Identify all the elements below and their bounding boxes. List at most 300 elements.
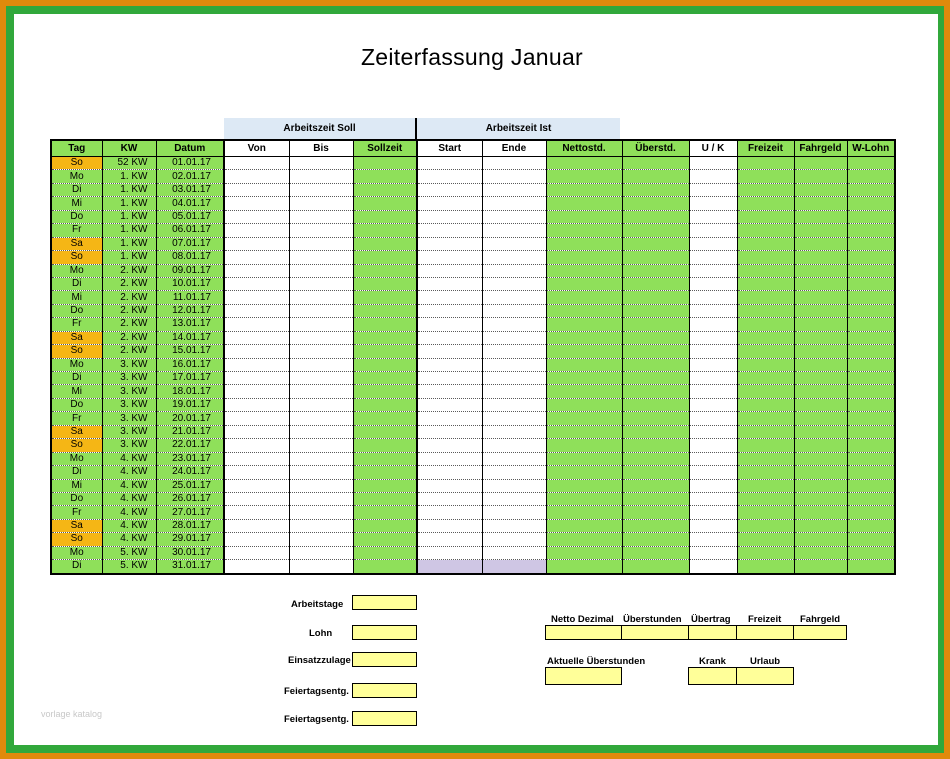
cell-fahrgeld <box>794 372 847 385</box>
cell-fahrgeld <box>794 506 847 519</box>
cell-uk[interactable] <box>689 519 737 532</box>
cell-start[interactable] <box>417 183 482 196</box>
col-header-w-lohn: W-Lohn <box>847 140 895 157</box>
cell-ende[interactable] <box>482 425 546 438</box>
freizeit-field[interactable] <box>736 625 794 640</box>
cell-fahrgeld <box>794 277 847 290</box>
cell-bis[interactable] <box>289 291 353 304</box>
cell-start[interactable] <box>417 385 482 398</box>
cell-bis[interactable] <box>289 506 353 519</box>
cell-kw: 4. KW <box>102 466 156 479</box>
cell-fahrgeld <box>794 264 847 277</box>
cell-fahrgeld <box>794 533 847 546</box>
cell-bis[interactable] <box>289 385 353 398</box>
cell-tag: Di <box>51 372 102 385</box>
cell-start[interactable] <box>417 210 482 223</box>
lohn-field[interactable] <box>352 625 417 640</box>
cell-kw: 3. KW <box>102 439 156 452</box>
fahrgeld-field[interactable] <box>793 625 847 640</box>
cell-ueberstd <box>622 533 689 546</box>
cell-fahrgeld <box>794 479 847 492</box>
cell-fahrgeld <box>794 237 847 250</box>
cell-start[interactable] <box>417 506 482 519</box>
cell-von[interactable] <box>224 345 289 358</box>
cell-ueberstd <box>622 372 689 385</box>
cell-kw: 4. KW <box>102 533 156 546</box>
cell-start[interactable] <box>417 452 482 465</box>
cell-start[interactable] <box>417 560 482 574</box>
cell-ueberstd <box>622 546 689 559</box>
cell-bis[interactable] <box>289 519 353 532</box>
cell-bis[interactable] <box>289 210 353 223</box>
cell-von[interactable] <box>224 183 289 196</box>
cell-ende[interactable] <box>482 251 546 264</box>
cell-sollzeit <box>353 210 417 223</box>
cell-bis[interactable] <box>289 398 353 411</box>
cell-uk[interactable] <box>689 506 737 519</box>
cell-fahrgeld <box>794 439 847 452</box>
cell-uk[interactable] <box>689 439 737 452</box>
cell-von[interactable] <box>224 277 289 290</box>
cell-sollzeit <box>353 412 417 425</box>
cell-ende[interactable] <box>482 479 546 492</box>
cell-start[interactable] <box>417 519 482 532</box>
cell-start[interactable] <box>417 304 482 317</box>
cell-von[interactable] <box>224 291 289 304</box>
cell-von[interactable] <box>224 264 289 277</box>
cell-kw: 2. KW <box>102 277 156 290</box>
cell-ueberstd <box>622 519 689 532</box>
cell-datum: 29.01.17 <box>156 533 224 546</box>
cell-tag: Mo <box>51 264 102 277</box>
cell-datum: 18.01.17 <box>156 385 224 398</box>
cell-bis[interactable] <box>289 452 353 465</box>
cell-ende[interactable] <box>482 304 546 317</box>
cell-bis[interactable] <box>289 183 353 196</box>
krank-field[interactable] <box>688 667 737 685</box>
cell-sollzeit <box>353 157 417 170</box>
cell-datum: 14.01.17 <box>156 331 224 344</box>
cell-start[interactable] <box>417 170 482 183</box>
cell-sollzeit <box>353 224 417 237</box>
cell-start[interactable] <box>417 318 482 331</box>
cell-ueberstd <box>622 197 689 210</box>
cell-start[interactable] <box>417 398 482 411</box>
cell-von[interactable] <box>224 519 289 532</box>
cell-von[interactable] <box>224 197 289 210</box>
cell-von[interactable] <box>224 398 289 411</box>
cell-von[interactable] <box>224 318 289 331</box>
table-row <box>51 331 895 344</box>
cell-ende[interactable] <box>482 412 546 425</box>
cell-fahrgeld <box>794 412 847 425</box>
cell-bis[interactable] <box>289 264 353 277</box>
cell-uk[interactable] <box>689 318 737 331</box>
cell-tag: Mo <box>51 452 102 465</box>
group-header-ist: Arbeitszeit Ist <box>417 118 620 139</box>
cell-sollzeit <box>353 345 417 358</box>
cell-von[interactable] <box>224 533 289 546</box>
cell-bis[interactable] <box>289 533 353 546</box>
cell-start[interactable] <box>417 372 482 385</box>
cell-freizeit <box>737 277 794 290</box>
cell-freizeit <box>737 439 794 452</box>
cell-ueberstd <box>622 170 689 183</box>
cell-nettostd <box>546 358 622 371</box>
cell-bis[interactable] <box>289 372 353 385</box>
cell-ende[interactable] <box>482 264 546 277</box>
cell-ende[interactable] <box>482 519 546 532</box>
col-header-uk: U / K <box>689 140 737 157</box>
cell-von[interactable] <box>224 479 289 492</box>
cell-fahrgeld <box>794 197 847 210</box>
cell-sollzeit <box>353 466 417 479</box>
cell-freizeit <box>737 318 794 331</box>
cell-von[interactable] <box>224 331 289 344</box>
cell-ueberstd <box>622 237 689 250</box>
cell-von[interactable] <box>224 251 289 264</box>
aktuelle-ueberstunden-field[interactable] <box>545 667 622 685</box>
cell-ende[interactable] <box>482 506 546 519</box>
cell-uk[interactable] <box>689 385 737 398</box>
cell-start[interactable] <box>417 264 482 277</box>
cell-bis[interactable] <box>289 479 353 492</box>
arbeitstage-field[interactable] <box>352 595 417 610</box>
cell-sollzeit <box>353 170 417 183</box>
cell-uk[interactable] <box>689 210 737 223</box>
cell-bis[interactable] <box>289 560 353 574</box>
cell-start[interactable] <box>417 358 482 371</box>
cell-uk[interactable] <box>689 466 737 479</box>
cell-uk[interactable] <box>689 304 737 317</box>
cell-ueberstd <box>622 345 689 358</box>
table-row <box>51 412 895 425</box>
cell-nettostd <box>546 210 622 223</box>
cell-ende[interactable] <box>482 183 546 196</box>
cell-freizeit <box>737 506 794 519</box>
cell-uk[interactable] <box>689 372 737 385</box>
cell-ende[interactable] <box>482 466 546 479</box>
cell-w-lohn <box>847 291 895 304</box>
cell-uk[interactable] <box>689 197 737 210</box>
cell-ende[interactable] <box>482 546 546 559</box>
cell-bis[interactable] <box>289 318 353 331</box>
cell-freizeit <box>737 197 794 210</box>
cell-bis[interactable] <box>289 331 353 344</box>
cell-von[interactable] <box>224 425 289 438</box>
cell-ueberstd <box>622 560 689 574</box>
cell-ende[interactable] <box>482 331 546 344</box>
cell-start[interactable] <box>417 466 482 479</box>
cell-datum: 08.01.17 <box>156 251 224 264</box>
cell-ende[interactable] <box>482 358 546 371</box>
cell-bis[interactable] <box>289 277 353 290</box>
cell-ende[interactable] <box>482 452 546 465</box>
cell-uk[interactable] <box>689 479 737 492</box>
cell-ueberstd <box>622 398 689 411</box>
cell-ende[interactable] <box>482 398 546 411</box>
table-row <box>51 197 895 210</box>
label-netto-dezimal: Netto Dezimal <box>551 614 614 625</box>
cell-von[interactable] <box>224 237 289 250</box>
netto-dezimal-field[interactable] <box>545 625 622 640</box>
cell-nettostd <box>546 546 622 559</box>
cell-uk[interactable] <box>689 251 737 264</box>
cell-nettostd <box>546 345 622 358</box>
cell-kw: 1. KW <box>102 170 156 183</box>
cell-von[interactable] <box>224 439 289 452</box>
cell-w-lohn <box>847 210 895 223</box>
cell-kw: 4. KW <box>102 519 156 532</box>
cell-bis[interactable] <box>289 197 353 210</box>
cell-datum: 31.01.17 <box>156 560 224 574</box>
cell-uk[interactable] <box>689 492 737 505</box>
cell-uk[interactable] <box>689 546 737 559</box>
cell-bis[interactable] <box>289 170 353 183</box>
cell-ueberstd <box>622 224 689 237</box>
cell-sollzeit <box>353 304 417 317</box>
cell-w-lohn <box>847 331 895 344</box>
cell-sollzeit <box>353 452 417 465</box>
cell-fahrgeld <box>794 466 847 479</box>
cell-von[interactable] <box>224 492 289 505</box>
cell-freizeit <box>737 398 794 411</box>
cell-uk[interactable] <box>689 533 737 546</box>
cell-sollzeit <box>353 372 417 385</box>
cell-kw: 4. KW <box>102 479 156 492</box>
cell-ueberstd <box>622 385 689 398</box>
cell-bis[interactable] <box>289 251 353 264</box>
cell-nettostd <box>546 479 622 492</box>
cell-tag: Mo <box>51 358 102 371</box>
cell-von[interactable] <box>224 412 289 425</box>
cell-start[interactable] <box>417 251 482 264</box>
cell-bis[interactable] <box>289 466 353 479</box>
label-krank: Krank <box>699 656 726 667</box>
cell-kw: 5. KW <box>102 560 156 574</box>
cell-ueberstd <box>622 157 689 170</box>
cell-start[interactable] <box>417 224 482 237</box>
cell-start[interactable] <box>417 345 482 358</box>
cell-ende[interactable] <box>482 170 546 183</box>
table-row <box>51 358 895 371</box>
cell-von[interactable] <box>224 452 289 465</box>
cell-von[interactable] <box>224 385 289 398</box>
cell-ende[interactable] <box>482 210 546 223</box>
cell-uk[interactable] <box>689 425 737 438</box>
cell-ende[interactable] <box>482 157 546 170</box>
cell-w-lohn <box>847 506 895 519</box>
cell-start[interactable] <box>417 197 482 210</box>
cell-uk[interactable] <box>689 237 737 250</box>
cell-ende[interactable] <box>482 533 546 546</box>
cell-uk[interactable] <box>689 157 737 170</box>
cell-start[interactable] <box>417 533 482 546</box>
cell-start[interactable] <box>417 425 482 438</box>
cell-ende[interactable] <box>482 372 546 385</box>
cell-sollzeit <box>353 251 417 264</box>
feiertagsentg-field-2[interactable] <box>352 711 417 726</box>
cell-uk[interactable] <box>689 277 737 290</box>
cell-von[interactable] <box>224 170 289 183</box>
cell-fahrgeld <box>794 425 847 438</box>
cell-w-lohn <box>847 452 895 465</box>
cell-start[interactable] <box>417 277 482 290</box>
cell-start[interactable] <box>417 291 482 304</box>
cell-uk[interactable] <box>689 183 737 196</box>
cell-start[interactable] <box>417 331 482 344</box>
cell-von[interactable] <box>224 560 289 574</box>
cell-ende[interactable] <box>482 439 546 452</box>
cell-ende[interactable] <box>482 277 546 290</box>
cell-w-lohn <box>847 425 895 438</box>
cell-start[interactable] <box>417 237 482 250</box>
cell-ende[interactable] <box>482 492 546 505</box>
table-row <box>51 251 895 264</box>
cell-nettostd <box>546 519 622 532</box>
cell-tag: Fr <box>51 506 102 519</box>
cell-bis[interactable] <box>289 425 353 438</box>
cell-freizeit <box>737 157 794 170</box>
cell-von[interactable] <box>224 372 289 385</box>
cell-bis[interactable] <box>289 546 353 559</box>
cell-sollzeit <box>353 560 417 574</box>
cell-freizeit <box>737 466 794 479</box>
cell-uk[interactable] <box>689 331 737 344</box>
table-row <box>51 506 895 519</box>
label-aktuelle-ueberstunden: Aktuelle Überstunden <box>547 656 646 667</box>
cell-bis[interactable] <box>289 439 353 452</box>
cell-ende[interactable] <box>482 237 546 250</box>
cell-ueberstd <box>622 291 689 304</box>
cell-ende[interactable] <box>482 560 546 574</box>
cell-kw: 4. KW <box>102 452 156 465</box>
cell-von[interactable] <box>224 358 289 371</box>
cell-start[interactable] <box>417 439 482 452</box>
cell-w-lohn <box>847 492 895 505</box>
cell-datum: 21.01.17 <box>156 425 224 438</box>
cell-kw: 1. KW <box>102 197 156 210</box>
cell-tag: Mo <box>51 170 102 183</box>
cell-w-lohn <box>847 264 895 277</box>
cell-tag: So <box>51 251 102 264</box>
cell-uk[interactable] <box>689 170 737 183</box>
cell-sollzeit <box>353 277 417 290</box>
label-freizeit: Freizeit <box>748 614 782 625</box>
cell-datum: 28.01.17 <box>156 519 224 532</box>
cell-uk[interactable] <box>689 224 737 237</box>
cell-nettostd <box>546 197 622 210</box>
ueberstunden-field[interactable] <box>621 625 689 640</box>
cell-uk[interactable] <box>689 452 737 465</box>
cell-nettostd <box>546 372 622 385</box>
cell-freizeit <box>737 533 794 546</box>
cell-kw: 3. KW <box>102 385 156 398</box>
uebertrag-field[interactable] <box>688 625 737 640</box>
cell-uk[interactable] <box>689 291 737 304</box>
cell-uk[interactable] <box>689 560 737 574</box>
cell-freizeit <box>737 170 794 183</box>
cell-freizeit <box>737 251 794 264</box>
cell-uk[interactable] <box>689 345 737 358</box>
cell-bis[interactable] <box>289 358 353 371</box>
cell-bis[interactable] <box>289 492 353 505</box>
cell-freizeit <box>737 560 794 574</box>
cell-start[interactable] <box>417 412 482 425</box>
cell-sollzeit <box>353 546 417 559</box>
cell-uk[interactable] <box>689 358 737 371</box>
cell-kw: 3. KW <box>102 358 156 371</box>
cell-w-lohn <box>847 358 895 371</box>
cell-nettostd <box>546 331 622 344</box>
cell-nettostd <box>546 398 622 411</box>
cell-tag: Sa <box>51 331 102 344</box>
cell-kw: 3. KW <box>102 412 156 425</box>
cell-w-lohn <box>847 385 895 398</box>
cell-bis[interactable] <box>289 304 353 317</box>
cell-tag: So <box>51 439 102 452</box>
cell-von[interactable] <box>224 506 289 519</box>
cell-bis[interactable] <box>289 224 353 237</box>
cell-ende[interactable] <box>482 318 546 331</box>
cell-tag: Di <box>51 183 102 196</box>
cell-bis[interactable] <box>289 237 353 250</box>
cell-w-lohn <box>847 533 895 546</box>
cell-von[interactable] <box>224 304 289 317</box>
cell-ende[interactable] <box>482 291 546 304</box>
col-header-sollzeit: Sollzeit <box>353 140 417 157</box>
cell-uk[interactable] <box>689 264 737 277</box>
einsatzzulage-field[interactable] <box>352 652 417 667</box>
cell-von[interactable] <box>224 466 289 479</box>
cell-fahrgeld <box>794 183 847 196</box>
urlaub-field[interactable] <box>736 667 794 685</box>
table-row <box>51 425 895 438</box>
cell-freizeit <box>737 345 794 358</box>
cell-start[interactable] <box>417 492 482 505</box>
cell-von[interactable] <box>224 157 289 170</box>
cell-tag: So <box>51 533 102 546</box>
cell-ende[interactable] <box>482 345 546 358</box>
cell-w-lohn <box>847 345 895 358</box>
cell-kw: 1. KW <box>102 237 156 250</box>
cell-bis[interactable] <box>289 412 353 425</box>
cell-freizeit <box>737 425 794 438</box>
cell-tag: Do <box>51 398 102 411</box>
cell-uk[interactable] <box>689 412 737 425</box>
cell-bis[interactable] <box>289 157 353 170</box>
cell-start[interactable] <box>417 479 482 492</box>
cell-w-lohn <box>847 372 895 385</box>
cell-ende[interactable] <box>482 197 546 210</box>
col-header-datum: Datum <box>156 140 224 157</box>
cell-start[interactable] <box>417 157 482 170</box>
cell-start[interactable] <box>417 546 482 559</box>
table-row <box>51 304 895 317</box>
cell-datum: 02.01.17 <box>156 170 224 183</box>
cell-von[interactable] <box>224 224 289 237</box>
cell-bis[interactable] <box>289 345 353 358</box>
cell-von[interactable] <box>224 210 289 223</box>
cell-datum: 25.01.17 <box>156 479 224 492</box>
cell-ende[interactable] <box>482 224 546 237</box>
feiertagsentg-field-1[interactable] <box>352 683 417 698</box>
table-row <box>51 546 895 559</box>
cell-von[interactable] <box>224 546 289 559</box>
cell-uk[interactable] <box>689 398 737 411</box>
cell-datum: 11.01.17 <box>156 291 224 304</box>
cell-ende[interactable] <box>482 385 546 398</box>
